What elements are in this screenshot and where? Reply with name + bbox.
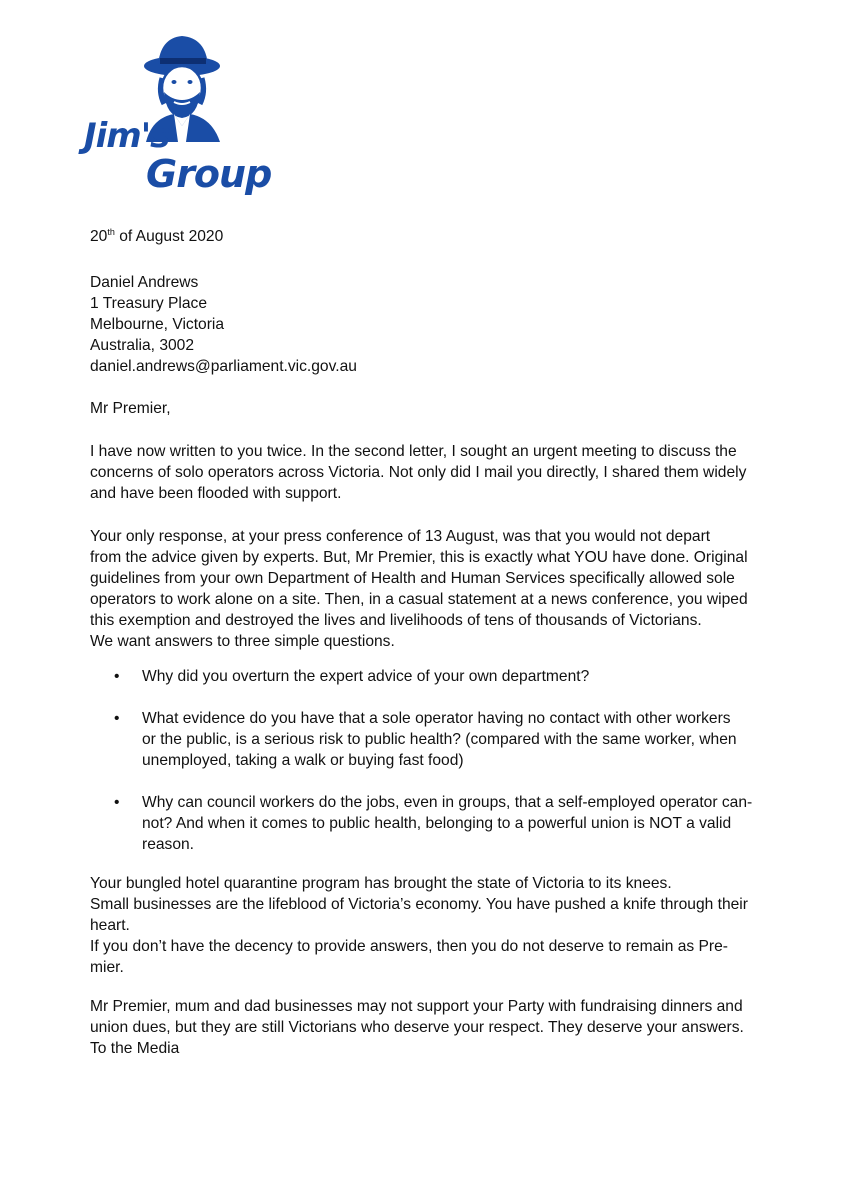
question-item — [90, 708, 758, 771]
paragraph-line: If you don’t have the decency to provide answers, then you do not deserve to remain as Pre- — [90, 938, 728, 955]
paragraph-line: We want answers to three simple questions. — [90, 633, 395, 650]
salutation: Mr Premier, — [90, 400, 171, 417]
address-email: daniel.andrews@parliament.vic.gov.au — [90, 358, 357, 375]
bullet-icon: • — [114, 710, 120, 727]
address-country: Australia, 3002 — [90, 337, 195, 354]
jims-group-logo — [80, 30, 270, 200]
paragraph-line: Your only response, at your press conference of 13 August, was that you would not depart — [90, 528, 711, 545]
paragraph-line: concerns of solo operators across Victoria. Not only did I mail you directly, I shared them widely — [90, 464, 747, 481]
question-line: What evidence do you have that a sole operator having no contact with other workers — [142, 710, 731, 727]
paragraph-line: mier. — [90, 959, 124, 976]
paragraph-line: Small businesses are the lifeblood of Victoria’s economy. You have pushed a knife through their — [90, 896, 748, 913]
date-suffix: th — [107, 226, 115, 237]
question-line: unemployed, taking a walk or buying fast food) — [142, 752, 464, 769]
question-line: reason. — [142, 836, 195, 853]
closing-line: To the Media — [90, 1040, 180, 1057]
paragraph-line: Mr Premier, mum and dad businesses may not support your Party with fundraising dinners and — [90, 998, 743, 1015]
question-line: Why can council workers do the jobs, even in groups, that a self-employed operator can- — [142, 794, 753, 811]
paragraph-line: and have been flooded with support. — [90, 485, 342, 502]
logo-wordmark-line1: Jim's — [84, 116, 170, 156]
bullet-icon: • — [114, 668, 120, 685]
question-line: not? And when it comes to public health, belonging to a powerful union is NOT a valid — [142, 815, 732, 832]
paragraph-line: operators to work alone on a site. Then, in a casual statement at a news conference, you wiped — [90, 591, 748, 608]
question-item — [90, 792, 758, 855]
question-line: or the public, is a serious risk to public health? (compared with the same worker, when — [142, 731, 737, 748]
question-list — [90, 666, 758, 876]
paragraph-line: guidelines from your own Department of Health and Human Services specifically allowed sole — [90, 570, 735, 587]
letter-date — [90, 226, 758, 247]
paragraph-line: this exemption and destroyed the lives and livelihoods of tens of thousands of Victorians. — [90, 612, 702, 629]
date-day: 20 — [90, 228, 108, 245]
paragraph-line: from the advice given by experts. But, Mr Premier, this is exactly what YOU have done. Original — [90, 549, 748, 566]
question-line: Why did you overturn the expert advice of your own department? — [142, 668, 590, 685]
paragraph-line: heart. — [90, 917, 130, 934]
address-street: 1 Treasury Place — [90, 295, 208, 312]
recipient-address — [90, 272, 758, 377]
paragraph-line: I have now written to you twice. In the second letter, I sought an urgent meeting to discuss the — [90, 443, 737, 460]
paragraph-4 — [90, 996, 758, 1059]
date-rest: of August 2020 — [114, 228, 224, 245]
paragraph-3 — [90, 873, 758, 978]
paragraph-2 — [90, 526, 758, 652]
paragraph-line: union dues, but they are still Victorians who deserve your respect. They deserve your answers. — [90, 1019, 744, 1036]
paragraph-1 — [90, 441, 758, 504]
bullet-icon: • — [114, 794, 120, 811]
address-city: Melbourne, Victoria — [90, 316, 225, 333]
address-name: Daniel Andrews — [90, 274, 199, 291]
question-item — [90, 666, 758, 687]
paragraph-line: Your bungled hotel quarantine program has brought the state of Victoria to its knees. — [90, 875, 672, 892]
logo-wordmark-line2: Group — [146, 152, 272, 196]
